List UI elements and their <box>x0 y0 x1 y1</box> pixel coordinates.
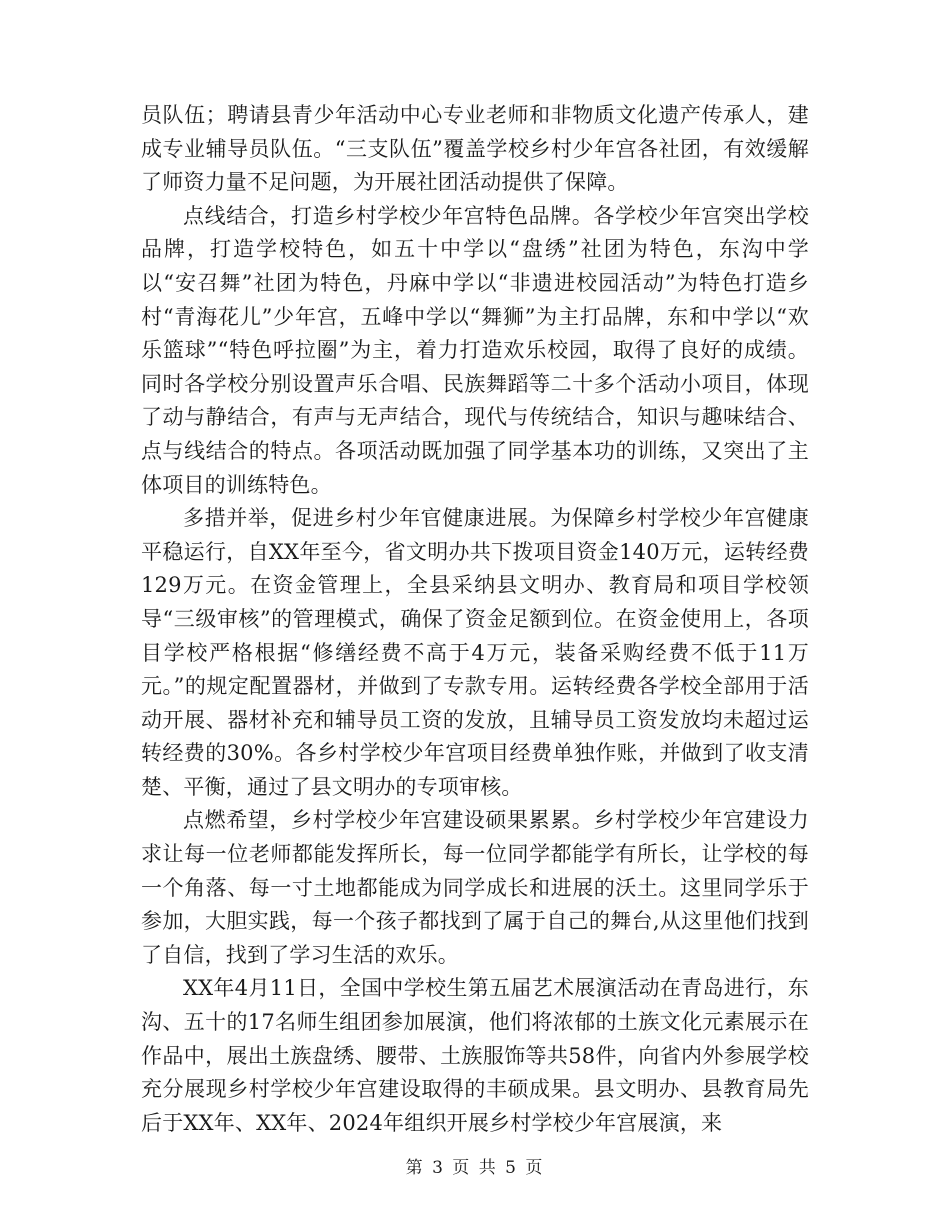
paragraph-achievements: 点燃希望，乡村学校少年宫建设硕果累累。乡村学校少年宫建设力求让每一位老师都能发挥所长，每一位同学都能学有所长，让学校的每一个角落、每一寸土地都能成为同学成长和进展的沃土。这里同学乐于参加，大胆实践，每一个孩子都找到了属于自己的舞台,从这里他们找到了自信，找到了学习生活的欢乐。 <box>141 808 809 967</box>
document-body <box>141 99 809 1140</box>
paragraph-art-exhibition: XX年4月11日，全国中学校生第五届艺术展演活动在青岛进行，东沟、五十的17名师生组团参加展演，他们将浓郁的土族文化元素展示在作品中，展出土族盘绣、腰带、土族服饰等共58件，向省内外参展学校充分展现乡村学校少年宫建设取得的丰硕成果。县文明办、县教育局先后于XX年、XX年、2024年组织开展乡村学校少年宫展演，来 <box>141 976 809 1135</box>
paragraph-continuation: 员队伍；聘请县青少年活动中心专业老师和非物质文化遗产传承人，建成专业辅导员队伍。“三支队伍”覆盖学校乡村少年宫各社团，有效缓解了师资力量不足问题，为开展社团活动提供了保障。 <box>141 103 809 195</box>
paragraph-featured-brand: 点线结合，打造乡村学校少年宫特色品牌。各学校少年宫突出学校品牌，打造学校特色，如五十中学以“盘绣”社团为特色，东沟中学以“安召舞”社团为特色，丹麻中学以“非遗进校园活动”为特色打造乡村“青海花儿”少年宫，五峰中学以“舞狮”为主打品牌，东和中学以“欢乐篮球”“特色呼拉圈”为主，着力打造欢乐校园，取得了良好的成绩。同时各学校分别设置声乐合唱、民族舞蹈等二十多个活动小项目，体现了动与静结合，有声与无声结合，现代与传统结合，知识与趣味结合、点与线结合的特点。各项活动既加强了同学基本功的训练，又突出了主体项目的训练特色。 <box>141 203 809 497</box>
paragraph-funding: 多措并举，促进乡村少年官健康进展。为保障乡村学校少年宫健康平稳运行，自XX年至今，省文明办共下拨项目资金140万元，运转经费129万元。在资金管理上，全县采纳县文明办、教育局和项目学校领导“三级审核”的管理模式，确保了资金足额到位。在资金使用上，各项目学校严格根据“修缮经费不高于4万元，装备采购经费不低于11万元。”的规定配置器材，并做到了专款专用。运转经费各学校全部用于活动开展、器材补充和辅导员工资的发放，且辅导员工资发放均未超过运转经费的30%。各乡村学校少年宫项目经费单独作账，并做到了收支清楚、平衡，通过了县文明办的专项审核。 <box>141 506 809 799</box>
page-number-footer: 第 3 页 共 5 页 <box>405 1158 545 1178</box>
